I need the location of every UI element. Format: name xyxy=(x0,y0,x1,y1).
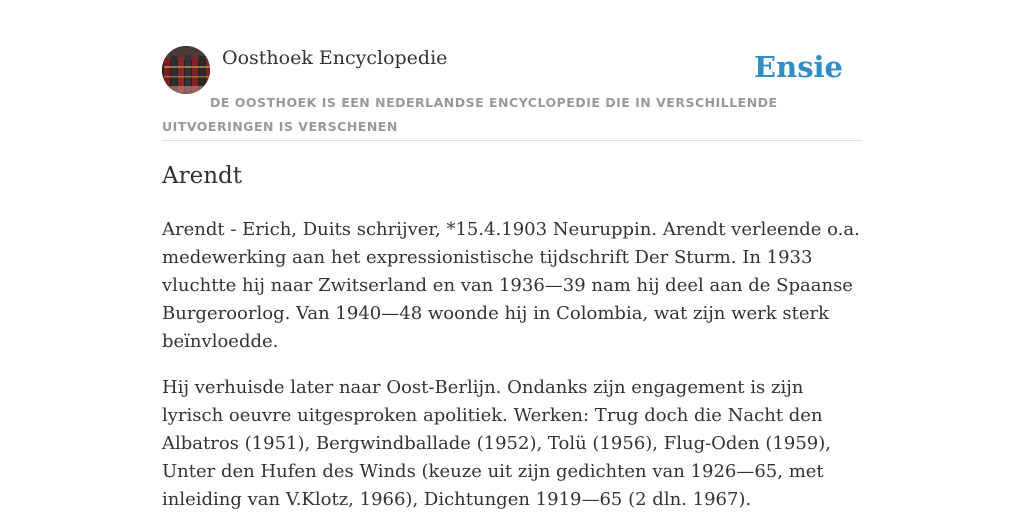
source-title[interactable]: Oosthoek Encyclopedie xyxy=(222,47,448,69)
ensie-logo-link[interactable]: Ensie xyxy=(754,50,843,84)
encyclopedia-books-icon xyxy=(162,46,210,94)
source-avatar[interactable] xyxy=(162,46,210,94)
article-paragraph: Hij verhuisde later naar Oost-Berlijn. Ondanks zijn engagement is zijn lyrisch oeuvre uitgesproken apolitiek. Werken: Trug doch die Nacht den Albatros (1951), Bergwindballade (1952), Tolü (1956), Flug-Oden (1959), Unter den Hufen des Winds (keuze uit zijn gedichten van 1926—65, met inleiding van V.Klotz, 1966), Dichtungen 1919—65 (2 dln. 1967). xyxy=(162,377,831,510)
source-subtitle: DE OOSTHOEK IS EEN NEDERLANDSE ENCYCLOPEDIE DIE IN VERSCHILLENDE UITVOERINGEN IS VERSCHENEN xyxy=(162,95,778,134)
article-body xyxy=(162,216,866,512)
source-header xyxy=(162,46,862,141)
article-paragraph: Arendt - Erich, Duits schrijver, *15.4.1903 Neuruppin. Arendt verleende o.a. medewerking aan het expressionistische tijdschrift Der Sturm. In 1933 vluchtte hij naar Zwitserland en van 1936—39 nam hij deel aan de Spaanse Burgeroorlog. Van 1940—48 woonde hij in Colombia, wat zijn werk sterk beïnvloedde. xyxy=(162,219,860,352)
article-title: Arendt xyxy=(162,163,242,189)
